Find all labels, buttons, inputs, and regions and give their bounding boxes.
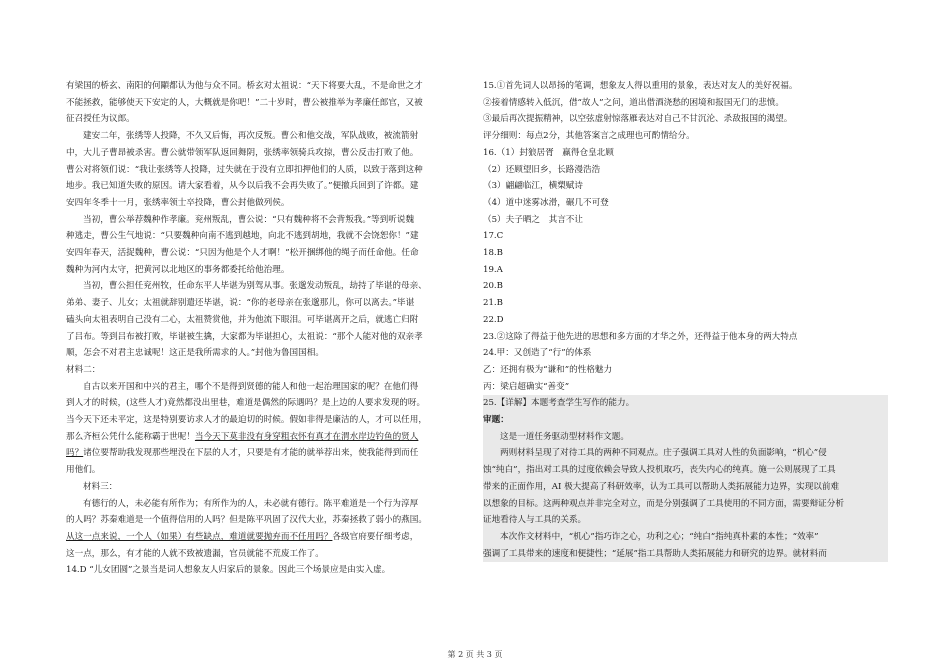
answer-23: 23.②这除了得益于他先进的思想和多方面的才华之外，还得益于他本身的两大特点: [483, 331, 798, 342]
answer-19: 19.A: [483, 264, 503, 275]
underlined-sentence: 吗？: [66, 448, 84, 459]
answer-25-block: [483, 395, 888, 562]
material-two-text: 自古以来开国和中兴的君主，哪个不是得到贤德的能人和他一起治理国家的呢？在他们得 到人才的时候，(这些人才)竟然都没出里巷，难道是偶然的际遇吗？是上边的人要求发现的呀。 当今天下还未平定，这是特别要访求人才的最迫切的时候。假如非得是廉洁的人，才可以任用， 那么齐桓公凭什么能称霸于世呢！当今天下莫非没有身穿粗衣怀有真才在渭水岸边钓鱼的贤人 吗？诸位要帮助我发现那些埋没在下层的人才，只要是有才能的就举荐出来，使我能得到而任 用他们。: [66, 381, 427, 476]
underlined-sentence: 当今天下莫非没有身穿粗衣怀有真才在渭水岸边钓鱼的贤人: [194, 431, 419, 442]
left-column: [66, 78, 469, 579]
passage-paragraph: 当初，曹公举荐魏种作孝廉。兖州叛乱，曹公说：“只有魏种将不会背叛我。”等到听说魏 种逃走，曹公生气地说：“只要魏种向南不逃到越地，向北不逃到胡地，我就不会饶恕你！”建 安四年春天，活捉魏种，曹公说：“只因为他是个人才啊！”松开捆绑他的绳子而任命他。任命 魏种为河内太守，把黄河以北地区的事务都委托给他治理。: [66, 214, 419, 275]
material-two-title: 材料二：: [66, 364, 101, 375]
material-three-text: 有德行的人，未必能有所作为；有所作为的人，未必就有德行。陈平难道是一个行为淳厚 的人吗？苏秦难道是一个值得信用的人吗？但是陈平巩固了汉代大业，苏秦拯救了弱小的燕国。 从这一点来说，一个人（如果）有些缺点，难道就要抛弃而不任用吗？各级官府要仔细考虑， 这一点，那么，有才能的人就不致被遗漏，官员就能不荒废工作了。: [66, 498, 427, 559]
answer-25-subheading: 审题：: [483, 415, 509, 426]
answer-15: 15.①首先词人以昂扬的笔调，想象友人得以重用的景象，表达对友人的美好祝福。 ②接着情感转入低沉，借“故人”之问，道出借酒浇愁的困境和报国无门的悲愤。 ③最后再次提振精神，以空弦虚射惊落雁表达对自己不甘沉沦、杀敌报国的渴望。 评分细则：每点2分，其他答案言之成理也可酌情给分。: [483, 81, 798, 142]
right-column: [483, 78, 888, 562]
material-three-title: 材料三：: [83, 481, 118, 492]
answer-25-paragraph: 这是一道任务驱动型材料作文题。: [500, 431, 629, 442]
answer-25-heading: 25.【详解】本题考查学生写作的能力。: [483, 398, 635, 409]
answer-24: 24.甲：又创造了“行”的体系 乙：还拥有极为“谦和”的性格魅力 丙：梁启超确实“善变”: [483, 348, 613, 392]
answer-16: 16.（1）封狼居胥 赢得仓皇北顾 （2）还顾望旧乡，长路漫浩浩 （3）翩翩临江，横槊赋诗 （4）道中迷雾冰滑，碾几不可登 （5）夫子晒之 其言不让: [483, 147, 614, 225]
passage-paragraph: 建安二年，张绣等人投降，不久又后悔，再次反叛。曹公和他交战，军队战败，被流箭射 中，大儿子曹昂被杀害。曹公就带领军队返回舞阴，张绣率领骑兵攻掠，曹公反击打败了他。 曹公对将领们说：“我让张绣等人投降，过失就在于没有立即扣押他们的人质，以致于落到这种 地步。我已知道失败的原因。请大家看着，从今以后我不会再失败了。”便撤兵回到了许都。建 安四年冬季十一月，张绣率领士卒投降，曹公封他做列侯。: [66, 131, 423, 208]
answer-17: 17.C: [483, 231, 504, 242]
page-footer: 第 2 页 共 3 页: [447, 650, 503, 659]
passage-paragraph: 当初，曹公担任兖州牧，任命东平人毕谌为别驾从事。张邈发动叛乱，劫持了毕谌的母亲、 弟弟、妻子、儿女；太祖就辞别遣还毕谌，说：“你的老母亲在张邈那儿，你可以离去。”毕谌 磕头向太祖表明自己没有二心，太祖赞赏他，并为他流下眼泪。可毕谌离开之后，就逃亡归附 了吕布。等到吕布被打败，毕谌被生擒，大家都为毕谌担心，太祖说：“那个人能对他的双亲孝 顺，怎会不对君主忠诚呢！这正是我所需求的人。”封他为鲁国国相。: [66, 281, 427, 359]
answer-14: 14.D “儿女团圆”之景当是词人想象友人归家后的景象。因此三个场景应是由实入虚。: [66, 565, 391, 576]
answer-22: 22.D: [483, 314, 504, 325]
answer-20: 20.B: [483, 281, 503, 292]
underlined-sentence: 从这一点来说，一个人（如果）有些缺点，难道就要抛弃而不任用吗？: [66, 531, 333, 542]
passage-paragraph: 有梁国的桥玄、南阳的何顒都认为他与众不同。桥玄对太祖说：“天下将要大乱，不是命世之才 不能拯救，能够使天下安定的人，大概就是你吧！”二十岁时，曹公被推举为孝廉任郎官，又被 征召授任为议郎。: [66, 81, 423, 125]
answer-18: 18.B: [483, 248, 503, 259]
answer-21: 21.B: [483, 298, 503, 309]
answer-25-paragraph: 两则材料呈现了对待工具的两种不同观点。庄子强调工具对人性的负面影响，“机心”侵 蚀“纯白”，指出对工具的过度依赖会导致人投机取巧，丧失内心的纯真。施一公则展现了工具 带来的正面作用，AI 极大提高了科研效率，认为工具可以帮助人类拓展能力边界，实现以前难 以想象的目标。这两种观点并非完全对立，而是分别强调了工具使用的不同方面，需要辩证分析 证地看待人与工具的关系。: [483, 448, 844, 526]
answer-25-paragraph: 本次作文材料中，“机心”指巧诈之心，功利之心；“纯白”指纯真朴素的本性；“效率” 强调了工具带来的速度和便捷性；“延展”指工具帮助人类拓展能力和研究的边界。就材料而: [483, 531, 827, 559]
